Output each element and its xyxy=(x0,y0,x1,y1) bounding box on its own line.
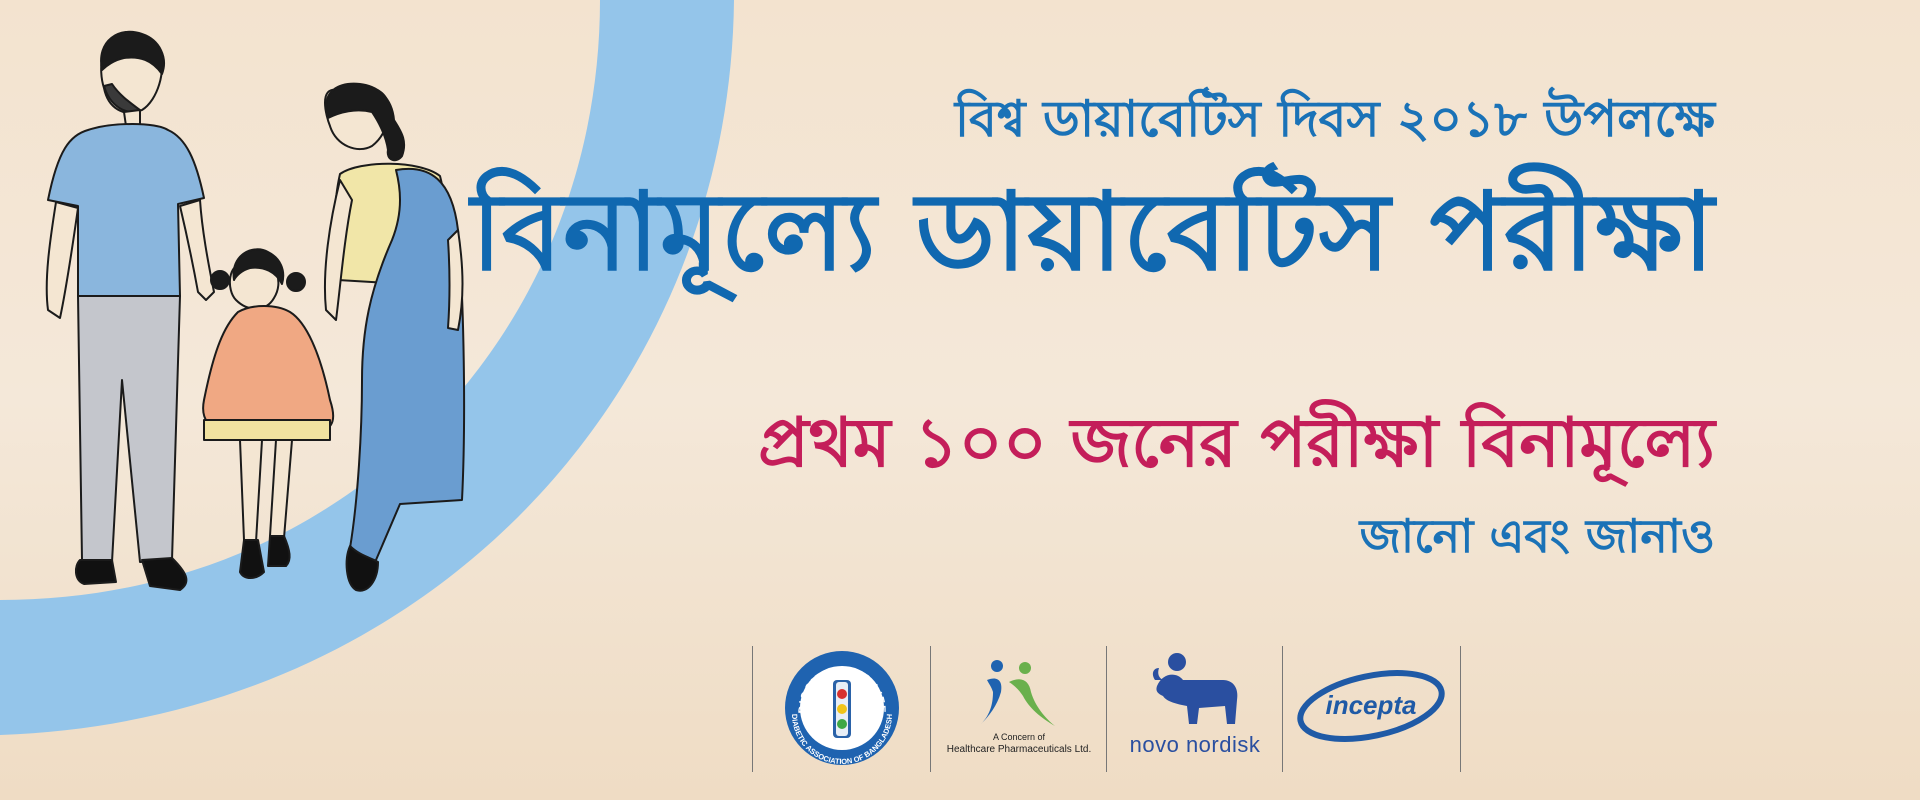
incepta-logo xyxy=(1283,646,1459,772)
svg-text:DIABETIC ASSOCIATION OF BANGLA xyxy=(790,714,894,766)
headline: বিনামূল্যে ডায়াবেটিস পরীক্ষা xyxy=(471,170,1715,295)
bull-icon xyxy=(1107,646,1283,736)
dab-bottom-text: DIABETIC ASSOCIATION OF BANGLADESH xyxy=(789,713,895,767)
offer-text: প্রথম ১০০ জনের পরীক্ষা বিনামূল্যে xyxy=(758,404,1715,483)
hpl-logo xyxy=(931,646,1107,772)
logo-divider xyxy=(752,646,753,772)
sponsor-logo-strip xyxy=(752,646,1462,774)
tagline: জানো এবং জানাও xyxy=(1359,509,1715,563)
hpl-caption-line2: Healthcare Pharmaceuticals Ltd. xyxy=(946,744,1092,755)
subtitle: বিশ্ব ডায়াবেটিস দিবস ২০১৮ উপলক্ষে xyxy=(954,90,1715,148)
novo-nordisk-logo xyxy=(1107,646,1283,772)
dab-logo xyxy=(754,646,930,772)
dancing-figures-icon xyxy=(931,646,1107,736)
hpl-caption-line1: A Concern of xyxy=(992,732,1046,742)
novo-nordisk-name: novo nordisk xyxy=(1129,732,1261,757)
incepta-name: incepta xyxy=(1325,690,1417,720)
logo-divider xyxy=(1460,646,1461,772)
dab-top-text: DISCIPLINE IS LIFE xyxy=(796,664,888,714)
